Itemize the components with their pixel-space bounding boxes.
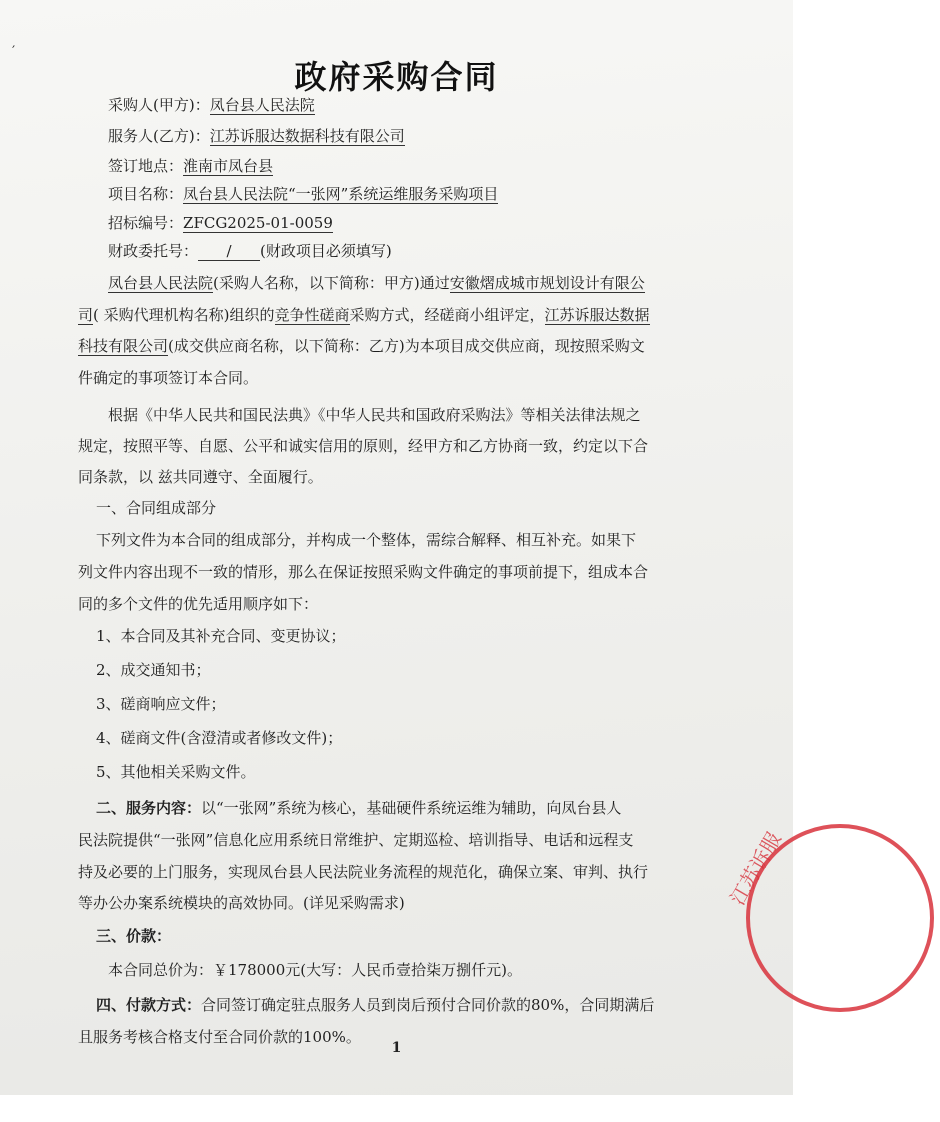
section4-line-2: 且服务考核合格支付至合同价款的100%。 — [78, 1028, 361, 1046]
intro-text: 采购方式，经磋商小组评定， — [349, 306, 545, 324]
list-item: 4、磋商文件(含澄清或者修改文件)； — [96, 729, 343, 747]
finance-note: (财政项目必须填写) — [260, 242, 392, 260]
basis-line-3: 同条款，以 兹共同遵守、全面履行。 — [78, 468, 323, 486]
intro-agency: 安徽熠成城市规划设计有限公 — [449, 274, 645, 292]
buyer-label: 采购人(甲方)： — [108, 96, 210, 114]
section4-heading: 四、付款方式： — [96, 996, 202, 1014]
intro-text: (采购人名称，以下简称：甲方)通过 — [213, 274, 450, 292]
header-finance — [108, 240, 392, 261]
section2-line-4: 等办公办案系统模块的高效协同。(详见采购需求) — [78, 894, 405, 912]
page-title: 政府采购合同 — [294, 58, 499, 96]
location-value: 淮南市凤台县 — [183, 157, 274, 175]
section3-heading: 三、价款： — [96, 927, 172, 945]
intro-buyer: 凤台县人民法院 — [108, 274, 214, 292]
section2-heading: 二、服务内容： — [96, 799, 202, 817]
list-item: 5、其他相关采购文件。 — [96, 763, 256, 781]
project-value: 凤台县人民法院“一张网”系统运维服务采购项目 — [183, 185, 499, 203]
buyer-value: 凤台县人民法院 — [209, 96, 315, 114]
scan-bottom-margin — [0, 1095, 793, 1122]
section4-text: 合同签订确定驻点服务人员到岗后预付合同价款的80%，合同期满后 — [201, 996, 655, 1014]
page-number: 1 — [391, 1040, 402, 1056]
section4-line-1 — [96, 989, 654, 1021]
intro-line-2 — [78, 299, 650, 331]
section2-line-1 — [96, 792, 621, 824]
intro-text: ( 采购代理机构名称)组织的 — [93, 306, 275, 324]
seal-text: 江苏诉服 — [725, 827, 787, 910]
section1-line-3: 同的多个文件的优先适用顺序如下： — [78, 595, 319, 613]
provider-label: 服务人(乙方)： — [108, 127, 210, 145]
provider-value: 江苏诉服达数据科技有限公司 — [209, 127, 405, 145]
basis-line-1: 根据《中华人民共和国民法典》《中华人民共和国政府采购法》等相关法律法规之 — [108, 406, 641, 424]
project-label: 项目名称： — [108, 185, 184, 203]
header-location — [108, 155, 273, 176]
section1-line-1: 下列文件为本合同的组成部分，并构成一个整体，需综合解释、相互补充。如果下 — [96, 531, 637, 549]
intro-supplier: 江苏诉服达数据 — [544, 306, 650, 324]
header-provider — [108, 125, 405, 146]
intro-line-3 — [78, 330, 645, 362]
header-bid-no — [108, 212, 333, 233]
header-buyer — [108, 94, 315, 115]
section1-line-2: 列文件内容出现不一致的情形，那么在保证按照采购文件确定的事项前提下，组成本合 — [78, 563, 649, 581]
scan-speck: ′ — [12, 44, 16, 60]
intro-agency-end: 司 — [78, 306, 94, 324]
section2-line-3: 持及必要的上门服务，实现凤台县人民法院业务流程的规范化，确保立案、审判、执行 — [78, 863, 649, 881]
list-item: 2、成交通知书； — [96, 661, 211, 679]
list-item: 1、本合同及其补充合同、变更协议； — [96, 627, 346, 645]
location-label: 签订地点： — [108, 157, 184, 175]
section2-text: 以“一张网”系统为核心，基础硬件系统运维为辅助，向凤台县人 — [201, 799, 622, 817]
intro-line-4: 件确定的事项签订本合同。 — [78, 369, 259, 387]
header-project — [108, 183, 498, 204]
section3-line-1: 本合同总价为：￥178000元(大写：人民币壹拾柒万捌仟元)。 — [108, 961, 522, 979]
list-item: 3、磋商响应文件； — [96, 695, 226, 713]
section1-heading: 一、合同组成部分 — [96, 499, 217, 517]
intro-line-1 — [108, 267, 645, 299]
company-seal-stamp — [725, 818, 940, 1018]
finance-value: / — [198, 242, 260, 261]
basis-line-2: 规定，按照平等、自愿、公平和诚实信用的原则，经甲方和乙方协商一致，约定以下合 — [78, 437, 649, 455]
finance-label: 财政委托号： — [108, 242, 199, 260]
section2-line-2: 民法院提供“一张网”信息化应用系统日常维护、定期巡检、培训指导、电话和远程支 — [78, 831, 634, 849]
intro-supplier-end: 科技有限公司 — [78, 337, 169, 355]
bid-no-label: 招标编号： — [108, 214, 184, 232]
intro-text: (成交供应商名称，以下简称：乙方)为本项目成交供应商，现按照采购文 — [168, 337, 645, 355]
intro-method: 竞争性磋商 — [274, 306, 350, 324]
bid-no-value: ZFCG2025-01-0059 — [183, 214, 333, 232]
